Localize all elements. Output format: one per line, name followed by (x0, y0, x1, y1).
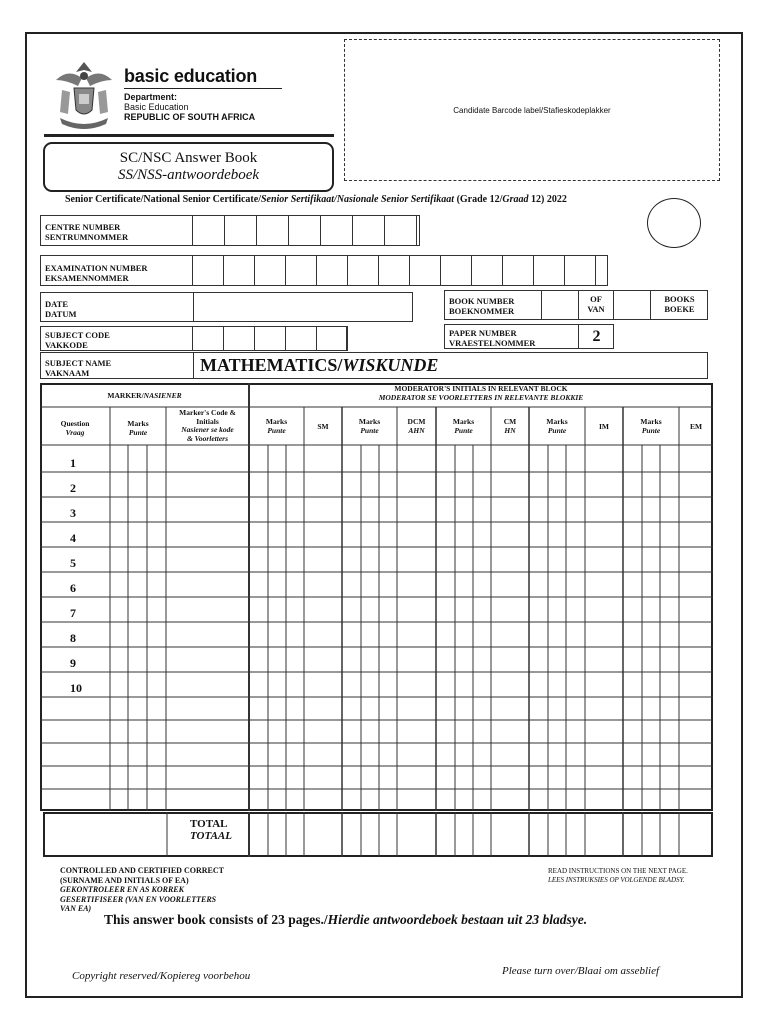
col-marks-sm-en: Marks (265, 417, 288, 426)
col-marks-im-en: Marks (546, 417, 568, 426)
col-marks-dcm-en: Marks (358, 417, 381, 426)
col-cm-en: CM (503, 417, 517, 426)
col-marker-code-2: Initials (196, 416, 219, 426)
paper-number-label (449, 328, 535, 348)
moderator-header (249, 385, 713, 402)
controlled-line2: (SURNAME AND INITIALS OF EA) (60, 875, 189, 885)
subject-code-cells[interactable] (193, 326, 348, 351)
stamp-circle (647, 198, 701, 248)
col-marker-code-4: & Voorletters (186, 433, 229, 443)
dept-line2: Basic Education (124, 102, 189, 112)
header-rule (44, 134, 334, 137)
controlled-line1: CONTROLLED AND CERTIFIED CORRECT (60, 866, 224, 875)
page-count-line (104, 912, 587, 928)
subject-code-label-af: VAKKODE (45, 340, 88, 350)
col-question-af: Vraag (65, 427, 85, 437)
col-cm-af: HN (504, 425, 516, 435)
subject-code-label (45, 330, 110, 350)
subject-name-label-af: VAKNAAM (45, 368, 90, 378)
col-marks-cm (436, 418, 491, 435)
question-number: 7 (70, 606, 76, 620)
col-marks-dcm (342, 418, 397, 435)
col-marks-af: Punte (128, 427, 148, 437)
total-label-af: TOTAAL (190, 830, 232, 842)
col-im: IM (599, 422, 609, 431)
col-marks-im-af: Punte (547, 425, 567, 435)
col-dcm-af: AHN (408, 425, 425, 435)
exam-number-label (45, 263, 148, 283)
exam-number-label-af: EKSAMENNOMMER (45, 273, 129, 283)
question-number: 2 (70, 481, 76, 495)
dept-line1: Department: (124, 92, 178, 102)
controlled-line3: GEKONTROLEER EN AS KORREK (60, 885, 184, 894)
book-number-label (449, 296, 514, 316)
date-label-en: DATE (45, 299, 68, 309)
logo-title: basic education (124, 66, 258, 86)
coat-of-arms-logo (48, 56, 120, 130)
total-label-en: TOTAL (190, 818, 228, 830)
total-row-grid (43, 812, 713, 857)
cert-italic: Senior Sertifikaat/Nasionale Senior Sertifikaat (260, 194, 455, 205)
books-total-input[interactable] (613, 290, 651, 320)
marks-table-grid (40, 383, 713, 811)
col-question-en: Question (60, 419, 90, 428)
book-number-label-en: BOOK NUMBER (449, 296, 515, 306)
dept-line3: REPUBLIC OF SOUTH AFRICA (124, 112, 256, 122)
subject-name-label (45, 358, 111, 378)
controlled-certified (60, 866, 224, 914)
centre-number-label-af: SENTRUMNOMMER (45, 232, 129, 242)
title-line1: SC/NSC Answer Book (119, 150, 258, 166)
question-number: 8 (70, 631, 76, 645)
read-instructions-en: READ INSTRUCTIONS ON THE NEXT PAGE. (548, 867, 688, 875)
book-number-input[interactable] (541, 290, 579, 320)
col-marks-sm-af: Punte (267, 425, 286, 435)
books-label-en: BOOKS (664, 294, 695, 304)
question-number: 4 (70, 531, 76, 545)
centre-number-label (45, 222, 128, 242)
paper-number-value: 2 (578, 324, 614, 349)
col-marks-em (623, 418, 679, 435)
read-instructions (548, 867, 688, 884)
date-label (45, 299, 76, 319)
question-number: 6 (70, 581, 76, 595)
page-count-af: Hierdie antwoordeboek bestaan uit 23 bladsye. (327, 912, 588, 927)
barcode-label-box (344, 39, 720, 181)
question-number: 10 (70, 681, 82, 695)
total-label (190, 818, 232, 842)
cert-grade-italic: Graad (502, 194, 529, 205)
col-marks-dcm-af: Punte (360, 425, 379, 435)
col-question (40, 420, 110, 437)
subject-code-label-en: SUBJECT CODE (45, 330, 110, 340)
cert-normal: Senior Certificate/National Senior Certificate/ (65, 194, 261, 205)
centre-number-cells[interactable] (193, 215, 417, 246)
subject-value-italic: WISKUNDE (342, 355, 439, 375)
col-cm (491, 418, 529, 435)
col-marks-en: Marks (127, 419, 149, 428)
title-line2: SS/NSS-antwoordeboek (117, 167, 260, 183)
col-sm: SM (317, 422, 329, 431)
col-marker-code-3: Nasiener se kode (181, 425, 234, 434)
col-marks-cm-af: Punte (454, 425, 473, 435)
col-marks-marker (110, 420, 166, 437)
subject-name-label-en: SUBJECT NAME (45, 358, 112, 368)
col-marks-em-en: Marks (640, 417, 662, 426)
logo-underline (124, 88, 282, 89)
date-label-af: DATUM (45, 309, 77, 319)
subject-value-normal: MATHEMATICS/ (200, 355, 343, 375)
marker-header-af: NASIENER (143, 391, 182, 400)
copyright: Copyright reserved/Kopiereg voorbehou (72, 970, 251, 982)
col-marks-sm (249, 418, 304, 435)
cert-grade: (Grade 12/ (454, 194, 503, 205)
question-number: 9 (70, 656, 76, 670)
of-label-en: OF (590, 294, 602, 304)
controlled-line4: GESERTIFISEER (VAN EN VOORLETTERS (60, 894, 217, 904)
book-number-label-af: BOEKNOMMER (449, 306, 515, 316)
question-number: 3 (70, 506, 76, 520)
col-marks-em-af: Punte (641, 425, 661, 435)
turn-over: Please turn over/Blaai om asseblief (502, 965, 660, 977)
read-instructions-af: LEES INSTRUKSIES OP VOLGENDE BLADSY. (548, 875, 685, 884)
page-count-en: This answer book consists of 23 pages./ (104, 912, 328, 927)
exam-number-cells[interactable] (193, 255, 596, 286)
of-label (579, 294, 613, 314)
subject-name-divider (193, 352, 194, 379)
col-dcm (397, 418, 436, 435)
marker-header (40, 392, 249, 401)
moderator-header-en: MODERATOR'S INITIALS IN RELEVANT BLOCK (394, 384, 568, 393)
subject-name-value (200, 355, 438, 376)
moderator-header-af: MODERATOR SE VOORLETTERS IN RELEVANTE BLOKKIE (378, 392, 584, 402)
centre-number-label-en: CENTRE NUMBER (45, 222, 121, 232)
col-marker-code-1: Marker's Code & (179, 408, 236, 417)
col-marks-im (529, 418, 585, 435)
paper-number-label-af: VRAESTELNOMMER (449, 338, 536, 348)
of-label-af: VAN (587, 304, 605, 314)
books-label-af: BOEKE (664, 304, 695, 314)
cert-grade-end: 12) 2022 (528, 194, 567, 205)
question-number: 1 (70, 456, 76, 470)
date-input[interactable] (193, 292, 413, 322)
books-label (651, 294, 708, 314)
col-marks-cm-en: Marks (452, 417, 475, 426)
paper-number-label-en: PAPER NUMBER (449, 328, 517, 338)
certificate-line (65, 194, 567, 205)
exam-number-label-en: EXAMINATION NUMBER (45, 263, 148, 273)
question-number: 5 (70, 556, 76, 570)
answer-book-title-box (43, 142, 334, 192)
marker-header-en: MARKER/ (107, 391, 144, 400)
controlled-line5: VAN EA) (60, 904, 92, 913)
barcode-label-text: Candidate Barcode label/Stafieskodeplakker (453, 105, 611, 115)
col-em: EM (689, 422, 703, 431)
col-marker-code (166, 409, 249, 443)
col-dcm-en: DCM (407, 417, 426, 426)
